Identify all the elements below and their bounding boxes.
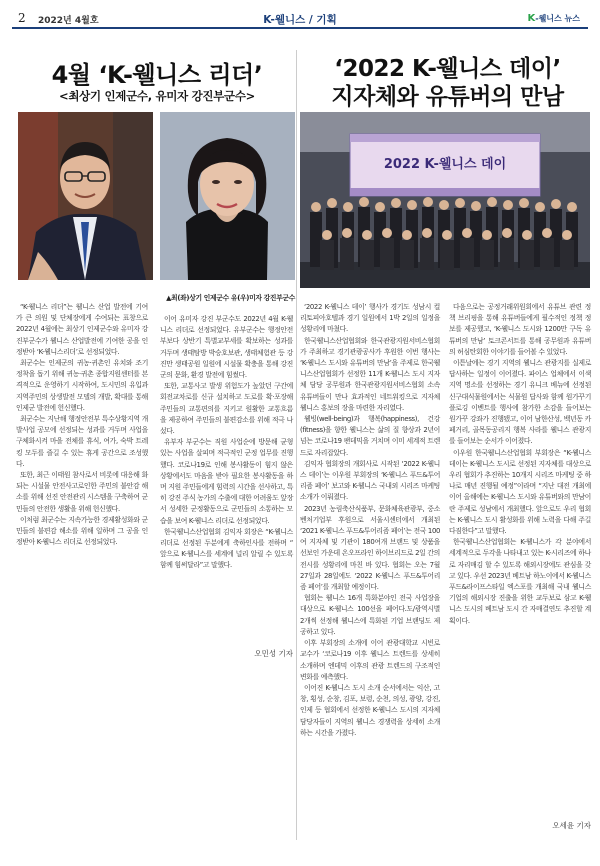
article-left-byline: 오민성 기자 [254,649,293,658]
section-title: K-웰니스 / 기획 [263,14,337,26]
paragraph: 웰빙(well-being)과 행복(happiness), 건강(fitness)을 향한 웰니스는 삶의 질 향상과 2년이 넘는 코로나19 팬데믹을 거치며 이미 세계적 트렌드로 자리잡았다. [300,415,440,457]
event-photo-image [300,112,590,288]
paragraph: 김익자 협회장의 개회사로 시작된 ‘2022 K-웰니스 데이’는 이우원 부회장의 ‘K-웰니스 푸드&투어리즘 페어’ 보고와 K-웰니스 국내외 시리즈 마케팅 소개가 이뤄졌다. [300,459,440,502]
article-left-subtitle: <최상기 인제군수, 유미자 강진부군수> [59,89,255,103]
paragraph: 최군수는 지난해 행정안전부 특수상황지역 개발사업 공모에 선정되는 성과를 거두며 사업을 구체화시켜 마을 전체를 휴식, 여가, 숙박 트레킹 모두를 즐길 수 있는 휴게 공간으로 조성했다. [16,415,148,468]
portrait-yu-image [160,112,295,280]
paragraph: 최군수는 인제군의 귀농·귀촌인 유치와 조기정착을 돕기 위해 귀농·귀촌 종합지원센터를 본격적으로 운영하기 시작하여, 도시민의 유입과 지역주민의 상생발전 모델의 개발, 확대를 통해 인제군 발전에 헌신했다. [16,359,148,412]
logo-text: -웰니스 뉴스 [535,14,580,23]
portrait-photo-choi [18,112,153,280]
column-divider [296,50,297,840]
article-left-column-1 [16,302,148,548]
paragraph: 이어 유미자 강진 부군수도 2022년 4월 K-웰니스 리더로 선정되었다. 유부군수는 행정안전부보다 상반기 특별교부세를 확보하는 성과를 거두며 생태탐방 박승호보관, 생태체험관 등 강진만 생태공원 일원에 시설물 확충을 통해 강진군의 문화, 환경 발전에 힘썼다. [160,315,293,380]
paragraph: 또한, 최근 이태원 참사로서 비롯에 대응해 화되는 시설물 안전사고로인한 주민의 불안감 해소를 위해 선진 안전관리 시스템을 구축하여 군민들의 안전한 생활을 위해 헌신했다. [16,471,148,513]
article-right-title-line-2: 지자체와 유튜버의 만남 [331,84,564,110]
newspaper-logo [528,13,581,24]
article-right-column-2 [449,302,591,627]
paragraph: ‘2022 K-웰니스 데이’ 행사가 경기도 성남시 컬리토피아호텔과 경기 일원에서 1박 2일의 일정을 성황리에 마쳤다. [300,303,440,334]
logo-mark: K [527,13,536,24]
event-group-photo [300,112,590,288]
paragraph: 또한, 교통사고 발생 위험도가 높았던 구간에 회전교차로를 신규 설치하고 도로를 확·포장해 주민들의 교통편의를 지키고 원활한 교통흐름을 제공하여 주민들의 불편감소를 위해 적극 나섰다. [160,382,293,436]
photo-caption: ▲최(좌)상기 인제군수 유(우)미자 강진부군수 [166,294,295,302]
paragraph: 한국웰니스산업협회 김익자 회장은 “K-웰니스리더로 선정된 두분에게 축하인사를 전하며 “ 앞으로 K-웰니스를 세계에 널리 알릴 수 있도록 함께 힘써달라”고 말했다. [160,527,293,570]
paragraph: 이후 부회장의 소개에 이어 관광대학교 시빈로 교수가 ‘코로나19 이후 웰니스 트렌드를 상세히 소개하며 엔데믹 이후의 관광 트렌드의 구조적인 변화를 예측했다. [300,639,440,681]
paragraph: 한국웰니스산업협회와 한국관광지원서비스협회가 주최하고 경기관광공사가 후원한 이번 행사는 ‘K-웰니스 도시와 유튜버의 만남’을 주제로 한국웰니스산업협회가 선정한 11개 K-웰니스 도시 지자체 담당 공무원과 한국관광지원서비스협회 소속 유튜버들이 만나 효과적인 네트워킹으로 지자체 웰니스 홍보의 장을 마련한 자리였다. [300,336,440,412]
paragraph: 이튿날에는 경기 지역의 웰니스 관광지를 실제로 답사하는 일정이 이어졌다. 파이스 업체에서 이색 지역 명소를 선정하는 경기 유니크 베뉴에 선정된 신구대식물원에서는 식물원 답사와 함께 원가꾸기플로깅 이벤트를 행사에 참가한 소감을 들어보는 원가꾸 강좌가 진행됐고, 이어 남한산성, 백년동 카페거리, 골목동공리지 행복 사라를 웰니스 관광지를 들어보는 순서가 이어졌다. [449,359,591,446]
paragraph: 유부자 부군수는 직원 사업순에 방문해 균형 있는 사업을 살피며 적극적인 군정 업무를 진행했다. 코로나19로 인해 봉사활동이 힘지 않은 상황에서도 마음을 받아 필요한 봉사활동을 하며 지원 주민들에게 힘력의 시간을 선사하고, 특히 강진 주식 농가의 수출에 대한 어려움도 앞장서 성세한 군정활동으로 군민들의 소통하는 모습을 보여 K-웰니스 리더로 선정되었다. [160,438,293,525]
article-left-column-2 [160,314,293,572]
paragraph: 이처럼 최군수는 지속가능한 경제활성화와 군민들의 불편감 해소를 위해 일하며 그 공을 인정받아 K-웰니스 리더로 선정되었다. [16,515,148,547]
header-rule [12,27,588,29]
article-right-title-line-1: ‘2022 K-웰니스 데이’ [334,56,561,82]
article-right-byline: 오세윤 기자 [552,821,591,830]
portrait-choi-image [18,112,153,280]
page-number: 2 [18,11,26,25]
article-right-title [300,55,595,111]
paragraph: 한국웰니스산업협회는 K-웰니스가 각 분야에서 세계적으로 두각을 나타내고 있는 K-시리즈에 하나로 자리매김 할 수 있도록 해외시장에도 관심을 갖고 있다. 우선 2023년 베트남 하노이에서 K-웰니스 푸드&라이프스타일 엑스포를 개최해 국내 웰니스 기업의 해외시장 진출을 위한 교두보로 삼고 K-웰니스 도시의 베트남 도시 간 자매결연도 추진할 계획이다. [449,538,591,625]
paragraph: 다음으로는 공정거래위원회에서 유튜브 관련 정책 브리핑을 통해 유튜버들에게 필수적인 정책 정보를 제공했고, ‘K-웰니스 도시와 1200만 구독 유튜버의 만남’ 토크콘서트를 통해 공무원과 유튜버의 허심탄회한 이야기를 들어볼 수 있었다. [449,303,591,356]
paragraph: 2023년 농림축산식품부, 문화체육관광부, 중소벤처기업부 후원으로 서울시센터에서 개최된 ‘2021 K-웰니스 푸드&투어리즘 페어’는 전국 100여 지자체 및 기관이 180여개 브랜드 및 상품을 선보인 가운데 온오프라인 하이브리드로 2일 간의 전시를 성황리에 마친 바 있다. 협회는 오는 7월 27일과 28일에도 ‘2022 K-웰니스 푸드&투어리즘 페어’를 개최할 예정이다. [300,504,441,592]
portrait-photo-yu [160,112,295,280]
paragraph: 이어진 K-웰니스 도시 소개 순서에서는 익산, 고창, 횡성, 순창, 김포, 보령, 순천, 의성, 광양, 강진, 인제 등 협회에서 선정한 K-웰니스 도시의 지자체 담당자들이 지역의 웰니스 경쟁력을 상세히 소개하는 시간을 가졌다. [300,683,440,737]
article-left-title: 4월 ‘K-웰니스 리더’ [51,61,263,89]
event-banner-text: 2022 K-웰니스 데이 [383,157,507,172]
paragraph: 협회는 웰니스 16개 특화분야인 전국 사업장을 대상으로 K-웰니스 100선을 페어다.도/광역시별 2개씩 선정해 웰니스에 특화된 기업 브랜딩도 제공하고 있다. [300,594,440,636]
paragraph: 이우원 한국웰니스산업협회 부회장은 “K-웰니스 데이는 K-웰니스 도시로 선정된 지자체를 대상으로 우리 협회가 추진하는 10개지 시리즈 마케팅 중 하나로 매년 진행될 예정”이라며 “지난 대전 개최에 이어 올해에는 K-웰니스 도시와 유튜버와의 만남이란 주제로 성남에서 개최했다. 앞으로도 우리 협회는 K-웰니스 도시 활성화를 위해 노력을 다해 주길 다짐한다”고 말했다. [449,448,591,536]
issue-date: 2022년 4월호 [38,16,99,26]
paragraph: “K-웰니스 리더”는 웰니스 산업 발전에 기여가 큰 의원 및 단체장에게 수여되는 표창으로 2022년 4월에는 최상기 인제군수와 유미자 강진부군수가 웰니스 산업발전에 기여한 공을 인정받아 ‘K-웰니스리더’로 선정되었다. [16,303,148,356]
article-right-column-1 [300,302,440,739]
